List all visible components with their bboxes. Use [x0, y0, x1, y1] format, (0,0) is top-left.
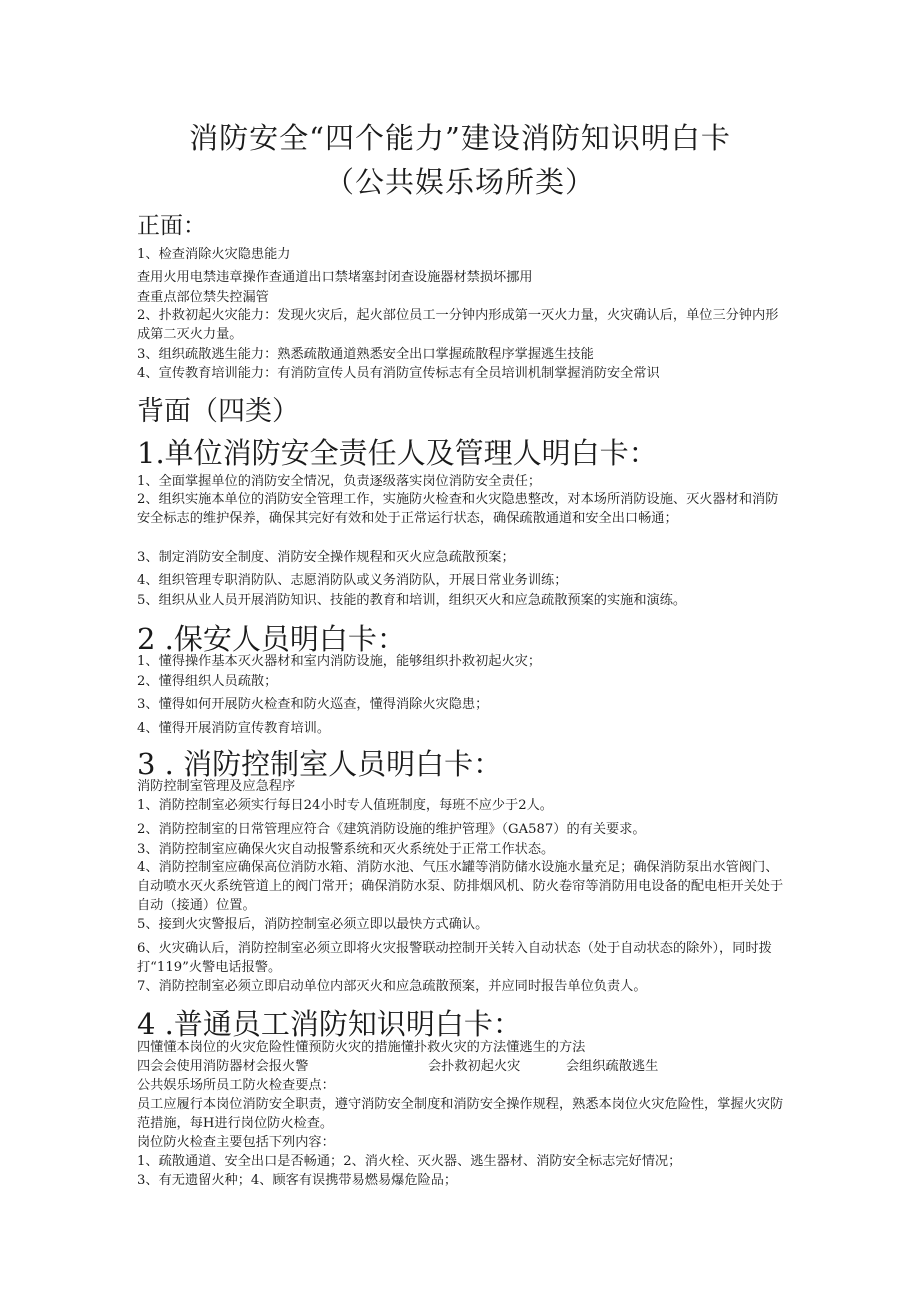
- front-line: 4、宣传教育培训能力：有消防宣传人员有消防宣传标志有全员培训机制掌握消防安全常识: [137, 366, 660, 381]
- document-subtitle: （公共娱乐场所类）: [324, 165, 595, 199]
- section-line: 1、懂得操作基本灭火器材和室内消防设施，能够组织扑救初起火灾；: [137, 654, 542, 669]
- section-line: 公共娱乐场所员工防火检查要点：: [137, 1078, 335, 1093]
- section-heading: 2 .保安人员明白卡：: [137, 622, 406, 656]
- section-line: 5、组织从业人员开展消防知识、技能的教育和培训，组织灭火和应急疏散预案的实施和演练。: [137, 593, 687, 608]
- section-line: 1、疏散通道、安全出口是否畅通；2、消火栓、灭火器、逃生器材、消防安全标志完好情况；: [137, 1154, 682, 1169]
- section-line: 4、懂得开展消防宣传教育培训。: [137, 721, 331, 736]
- section-line: 岗位防火检查主要包括下列内容：: [137, 1135, 335, 1150]
- section-line: 3、制定消防安全制度、消防安全操作规程和灭火应急疏散预案；: [137, 550, 515, 565]
- section-line: 2、消防控制室的日常管理应符合《建筑消防设施的维护管理》（GA587）的有关要求。: [137, 822, 646, 837]
- front-heading: 正面：: [137, 213, 206, 239]
- section-line: 3、懂得如何开展防火检查和防火巡查，懂得消除火灾隐患；: [137, 697, 489, 712]
- front-line: 查用火用电禁违章操作查通道出口禁堵塞封闭查设施器材禁损坏挪用: [137, 270, 533, 285]
- section-line: 四懂懂本岗位的火灾危险性懂预防火灾的措施懂扑救火灾的方法懂逃生的方法: [137, 1040, 586, 1055]
- section-line: 7、消防控制室必须立即启动单位内部灭火和应急疏散预案，并应同时报告单位负责人。: [137, 979, 647, 994]
- back-heading: 背面（四类）: [137, 396, 299, 427]
- section-line: 1、消防控制室必须实行每日24小时专人值班制度，每班不应少于2人。: [137, 798, 553, 813]
- section-line: 会组织疏散逃生: [566, 1059, 659, 1074]
- section-line: 4、消防控制室应确保高位消防水箱、消防水池、气压水罐等消防储水设施水量充足；确保消防泵出水管阀门、自动喷水灭火系统管道上的阀门常开；确保消防水泵、防排烟风机、防火卷帘等消防用电设备的配电柜开关处于自动（接通）位置。: [137, 860, 784, 913]
- front-line: 2、扑救初起火灾能力：发现火灾后，起火部位员工一分钟内形成第一灭火力量，火灾确认后，单位三分钟内形成第二灭火力量。: [137, 308, 779, 342]
- front-line: 1、检查消除火灾隐患能力: [137, 247, 291, 262]
- section-line: 会扑救初起火灾: [428, 1059, 521, 1074]
- section-line: 1、全面掌握单位的消防安全情况，负责逐级落实岗位消防安全责任；: [137, 474, 542, 489]
- front-line: 3、组织疏散逃生能力：熟悉疏散通道熟悉安全出口掌握疏散程序掌握逃生技能: [137, 347, 594, 362]
- section-heading: 4 .普通员工消防知识明白卡：: [137, 1007, 522, 1041]
- section-heading: 1.单位消防安全责任人及管理人明白卡：: [137, 436, 658, 470]
- front-line: 查重点部位禁失控漏管: [137, 290, 269, 305]
- section-line: 消防控制室管理及应急程序: [137, 779, 296, 794]
- section-heading: 3 . 消防控制室人员明白卡：: [137, 747, 503, 781]
- section-line: 5、接到火灾警报后，消防控制室必须立即以最快方式确认。: [137, 917, 489, 932]
- document-title: 消防安全“四个能力”建设消防知识明白卡: [189, 121, 731, 155]
- section-line: 2、懂得组织人员疏散；: [137, 674, 278, 689]
- section-line: 四会会使用消防器材会报火警: [137, 1059, 309, 1074]
- section-line: 2、组织实施本单位的消防安全管理工作，实施防火检查和火灾隐患整改，对本场所消防设施、灭火器材和消防安全标志的维护保养，确保其完好有效和处于正常运行状态，确保疏散通道和安全出口畅通；: [137, 492, 779, 526]
- section-line: 6、火灾确认后，消防控制室必须立即将火灾报警联动控制开关转入自动状态（处于自动状态的除外），同时拨打“119”火警电话报警。: [137, 941, 772, 975]
- section-line: 3、有无遗留火种；4、顾客有误携带易燃易爆危险品；: [137, 1173, 458, 1188]
- section-line: 3、消防控制室应确保火灾自动报警系统和灭火系统处于正常工作状态。: [137, 842, 555, 857]
- section-line: 员工应履行本岗位消防安全职责，遵守消防安全制度和消防安全操作规程，熟悉本岗位火灾危险性，掌握火灾防范措施，每H进行岗位防火检查。: [137, 1097, 784, 1131]
- section-line: 4、组织管理专职消防队、志愿消防队或义务消防队，开展日常业务训练；: [137, 573, 568, 588]
